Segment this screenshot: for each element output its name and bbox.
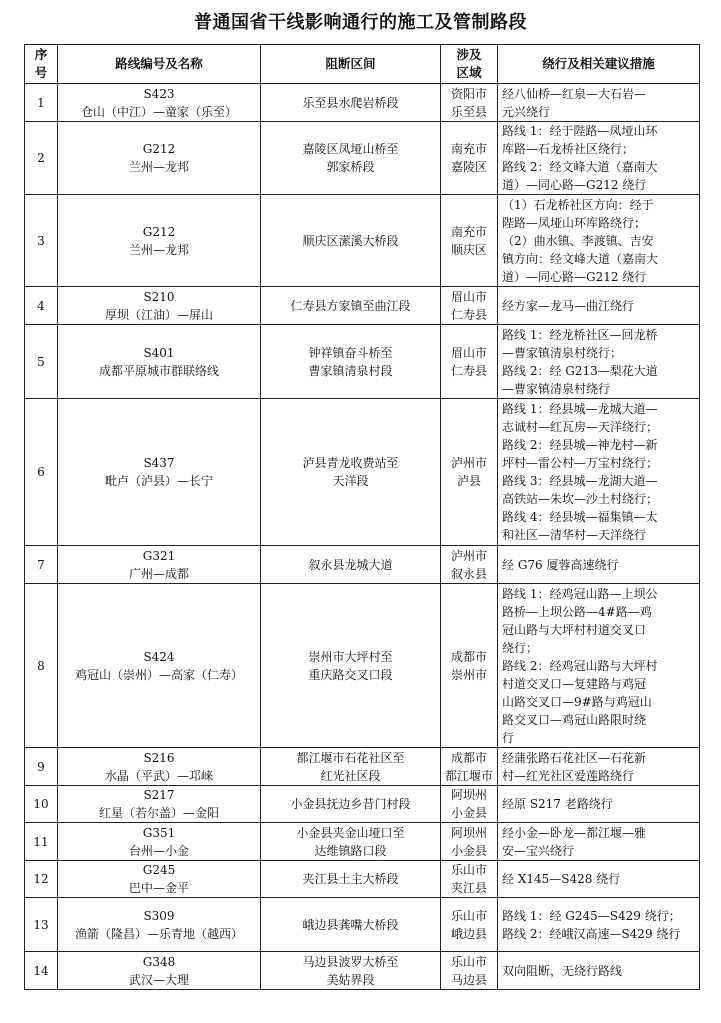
route-name: 厚坝（江油）—屏山 [104,307,213,322]
cell-detour: 路线 1：经龙桥社区—回龙桥 —曹家镇清泉村绕行； 路线 2：经 G213—梨花大道 —曹家镇清泉村绕行 [498,325,700,399]
header-no: 序 号 [25,45,58,84]
route-code: S309 [143,908,175,923]
cell-detour: 经原 S217 老路绕行 [498,786,700,823]
cell-no: 7 [25,546,58,584]
page-title: 普通国省干线影响通行的施工及管制路段 [194,12,527,33]
route-name: 水晶（平武）—邛崃 [104,768,213,783]
cell-no: 8 [25,584,58,748]
cell-section: 夹江县土主大桥段 [261,861,441,898]
cell-route [58,325,261,399]
route-code: S423 [143,86,175,101]
cell-detour: 路线 1：经于陛路—凤垭山环 库路—石龙桥社区绕行； 路线 2：经文峰大道（嘉南大 道）—同心路—G212 绕行 [498,122,700,195]
cell-route [58,122,261,195]
table-row [25,84,700,122]
route-name: 兰州—龙邦 [128,160,189,174]
route-name: 巴中—金平 [128,881,189,895]
cell-section: 钟祥镇奋斗桥至 曹家镇清泉村段 [261,325,441,399]
cell-no: 2 [25,122,58,195]
cell-area: 阿坝州 小金县 [441,786,498,823]
cell-no: 4 [25,287,58,325]
cell-route [58,195,261,287]
cell-detour: 双向阻断，无绕行路线 [498,952,700,990]
cell-no: 9 [25,748,58,786]
route-code: G348 [142,954,176,969]
cell-route [58,399,261,546]
table-row [25,952,700,990]
cell-route [58,584,261,748]
cell-area: 乐山市 马边县 [441,952,498,990]
cell-detour: 经八仙桥—红泉—大石岩— 元兴绕行 [498,84,700,122]
cell-route [58,898,261,952]
route-name: 兰州—龙邦 [128,242,189,257]
cell-area: 南充市 顺庆区 [441,195,498,287]
route-name: 台州—小金 [128,843,189,858]
cell-no: 1 [25,84,58,122]
table-row [25,748,700,786]
cell-section: 乐至县水爬岩桥段 [261,84,441,122]
route-name: 毗卢（泸县）—长宁 [104,474,213,488]
header-area: 涉及 区域 [441,45,498,84]
cell-section: 都江堰市石花社区至 红光社区段 [261,748,441,786]
cell-detour: 经小金—卧龙—都江堰—雅 安—宝兴绕行 [498,823,700,861]
cell-area: 成都市 都江堰市 [441,748,498,786]
cell-detour: 路线 1：经县城—龙城大道— 志诚村—红瓦房—天洋绕行； 路线 2：经县城—神龙村—新 坪村—雷公村—万宝村绕行； 路线 3：经县城—龙湖大道— 高铁站—朱坎—沙土村绕行； 路线 4：经县城—福集镇—太 和社区—清华村—天洋绕行 [498,399,700,546]
cell-detour: 路线 1：经鸡冠山路—上坝公 路桥—上坝公路—4#路—鸡 冠山路与大坪村村道交叉口 绕行； 路线 2：经鸡冠山路与大坪村 村道交叉口—复建路与鸡冠 山路交叉口—9#路与鸡冠山 路交叉口—鸡冠山路限时绕 行 [498,584,700,748]
cell-no: 13 [25,898,58,952]
table-row [25,287,700,325]
route-code: G321 [142,548,176,563]
cell-section: 小金县抚边乡昔门村段 [261,786,441,823]
cell-route [58,748,261,786]
cell-section: 峨边县龚嘴大桥段 [261,898,441,952]
cell-detour: 经方家—龙马—曲江绕行 [498,287,700,325]
route-code: S216 [143,750,175,765]
cell-section: 崇州市大坪村至 重庆路交叉口段 [261,584,441,748]
table-row [25,195,700,287]
cell-route [58,952,261,990]
table-row [25,325,700,399]
cell-no: 3 [25,195,58,287]
route-code: G351 [142,825,176,840]
cell-area: 眉山市 仁寿县 [441,287,498,325]
cell-area: 乐山市 夹江县 [441,861,498,898]
cell-no: 6 [25,399,58,546]
route-code: S401 [143,345,175,360]
cell-detour: 经 X145—S428 绕行 [498,861,700,898]
table-row [25,861,700,898]
route-name: 鸡冠山（崇州）—高家（仁寿） [74,667,243,682]
cell-section: 仁寿县方家镇至曲江段 [261,287,441,325]
table-row [25,823,700,861]
cell-section: 马边县波罗大桥至 美姑界段 [261,952,441,990]
cell-route [58,287,261,325]
cell-detour: （1）石龙桥社区方向：经于 陛路—凤垭山环库路绕行； （2）曲水镇、李渡镇、吉安 镇方向：经文峰大道（嘉南大 道）—同心路—G212 绕行 [498,195,700,287]
route-name: 红星（若尔盖）—金阳 [98,806,219,820]
header-section: 阻断区间 [261,45,441,84]
cell-section: 顺庆区潆溪大桥段 [261,195,441,287]
table-header-row [25,45,700,84]
cell-route [58,84,261,122]
cell-area: 阿坝州 小金县 [441,823,498,861]
route-name: 渔箭（隆昌）—乐青地（越西） [74,926,243,941]
route-code: G212 [142,224,176,239]
cell-no: 12 [25,861,58,898]
cell-route [58,546,261,584]
route-code: G245 [142,863,176,877]
cell-detour: 经蒲张路石花社区—石花新 村—红光社区爱莲路绕行 [498,748,700,786]
cell-section: 叙永县龙城大道 [261,546,441,584]
route-name: 成都平原城市群联络线 [98,363,219,378]
cell-area: 资阳市 乐至县 [441,84,498,122]
cell-area: 南充市 嘉陵区 [441,122,498,195]
cell-area: 眉山市 仁寿县 [441,325,498,399]
cell-section: 嘉陵区凤垭山桥至 郭家桥段 [261,122,441,195]
cell-no: 5 [25,325,58,399]
cell-no: 11 [25,823,58,861]
route-code: S437 [143,456,175,470]
cell-area: 成都市 崇州市 [441,584,498,748]
cell-area: 泸州市 泸县 [441,399,498,546]
cell-area: 乐山市 峨边县 [441,898,498,952]
header-detour: 绕行及相关建议措施 [498,45,700,84]
cell-section: 泸县青龙收费站至 天洋段 [261,399,441,546]
cell-route [58,861,261,898]
cell-area: 泸州市 叙永县 [441,546,498,584]
route-name: 仓山（中江）—童家（乐至） [80,104,237,119]
cell-no: 14 [25,952,58,990]
table-row [25,546,700,584]
header-route: 路线编号及名称 [58,45,261,84]
cell-section: 小金县夹金山垭口至 达维镇路口段 [261,823,441,861]
cell-detour: 经 G76 厦蓉高速绕行 [498,546,700,584]
table-row [25,122,700,195]
route-code: S424 [143,649,175,664]
table-row [25,399,700,546]
table-row [25,786,700,823]
table-row [25,898,700,952]
route-code: G212 [142,142,176,156]
table-row [25,584,700,748]
route-name: 广州—成都 [128,566,189,581]
cell-route [58,823,261,861]
closure-table [24,44,700,990]
cell-no: 10 [25,786,58,823]
cell-detour: 路线 1：经 G245—S429 绕行； 路线 2：经峨汉高速—S429 绕行 [498,898,700,952]
route-code: S210 [143,289,175,304]
route-code: S217 [143,788,175,802]
cell-route [58,786,261,823]
route-name: 武汉—大理 [128,972,189,987]
